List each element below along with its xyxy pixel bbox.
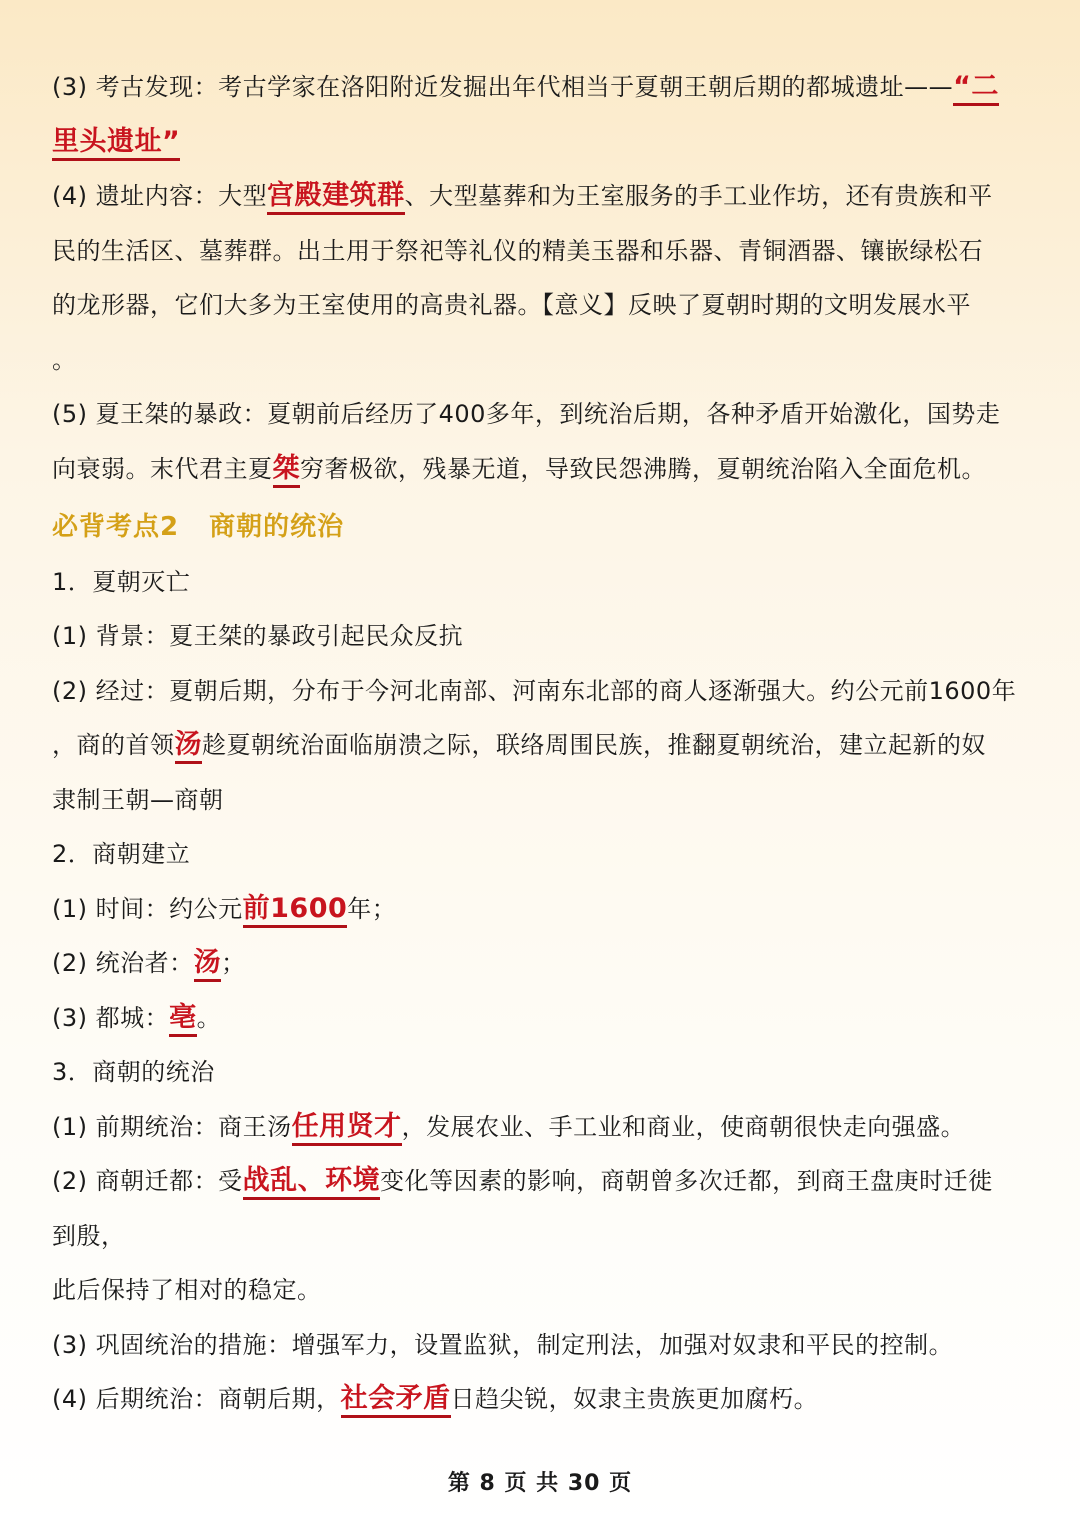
- shang-late-rule: [52, 1372, 1037, 1427]
- xia-fall-process-2: [52, 718, 1037, 773]
- heading-xia-fall: 1．夏朝灭亡: [52, 567, 191, 596]
- paragraph-site-content: [52, 169, 1037, 224]
- archaeology-text: (3) 考古发现：考古学家在洛阳附近发掘出年代相当于夏朝王朝后期的都城遗址——: [52, 73, 954, 101]
- highlight-1600bc: 前1600: [243, 893, 348, 928]
- site-line-2: 民的生活区、墓葬群。出土用于祭祀等礼仪的精美玉器和乐器、青铜酒器、镶嵌绿松石: [52, 236, 983, 265]
- shang-capital-move-3: 此后保持了相对的稳定。: [52, 1276, 322, 1304]
- move-text-post: 变化等因素的影响，商朝曾多次迁都，到商王盘庚时迁徙: [380, 1167, 993, 1195]
- section-title: [52, 500, 1037, 555]
- move-text-pre: (2) 商朝迁都：受: [52, 1167, 243, 1195]
- ruler-text-pre: (2) 统治者：: [52, 949, 194, 977]
- section-heading: 商朝的统治: [209, 512, 345, 542]
- site-line-3: 的龙形器，它们大多为王室使用的高贵礼器。【意义】反映了夏朝时期的文明发展水平: [52, 291, 971, 319]
- shang-time: [52, 882, 1037, 937]
- xia-fall-process-1: (2) 经过：夏朝后期，分布于今河北南部、河南东北部的商人逐渐强大。约公元前1600年: [52, 676, 1017, 705]
- site-line-4: 。: [52, 345, 77, 374]
- document-page: [52, 60, 1037, 1427]
- highlight-tang: 汤: [175, 729, 203, 764]
- shang-capital-move: [52, 1154, 1037, 1209]
- time-text-post: 年；: [347, 894, 397, 923]
- xia-fall-background: (1) 背景：夏王桀的暴政引起民众反抗: [52, 622, 464, 650]
- capital-text-post: 。: [196, 1003, 222, 1032]
- capital-text-pre: (3) 都城：: [52, 1003, 170, 1032]
- paragraph-archaeology-cont: [52, 115, 1037, 170]
- time-text-pre: (1) 时间：约公元: [52, 894, 243, 923]
- paragraph-archaeology: [52, 60, 1037, 115]
- late-text-pre: (4) 后期统治：商朝后期，: [52, 1385, 341, 1413]
- highlight-erlitou-2: 里头遗址”: [52, 126, 180, 161]
- jie-text-post: 穷奢极欲，残暴无道，导致民怨沸腾，夏朝统治陷入全面危机。: [300, 454, 986, 483]
- site-text-post: 、大型墓葬和为王室服务的手工业作坊，还有贵族和平: [404, 182, 993, 210]
- paragraph-jie-tyranny-cont: [52, 442, 1037, 497]
- jie-text-pre: 向衰弱。末代君主夏: [52, 454, 273, 483]
- shang-measures: (3) 巩固统治的措施：增强军力，设置监狱，制定刑法，加强对奴隶和平民的控制。: [52, 1330, 954, 1359]
- early-text-pre: (1) 前期统治：商王汤: [52, 1112, 292, 1141]
- heading-shang-rule: 3．商朝的统治: [52, 1058, 215, 1086]
- ruler-text-post: ；: [221, 949, 246, 977]
- highlight-talent: 任用贤才: [292, 1111, 402, 1146]
- process-text-pre: ，商的首领: [52, 731, 175, 759]
- shang-capital: [52, 991, 1037, 1046]
- highlight-social-conflict: 社会矛盾: [341, 1383, 451, 1418]
- highlight-erlitou-1: “二: [953, 71, 999, 106]
- section-label: 必背考点2: [52, 512, 180, 542]
- shang-capital-move-2: 到殷，: [52, 1221, 126, 1250]
- highlight-war-environment: 战乱、环境: [243, 1165, 381, 1200]
- highlight-jie: 桀: [273, 453, 301, 488]
- process-text-post: 趁夏朝统治面临崩溃之际，联络周围民族，推翻夏朝统治，建立起新的奴: [202, 731, 986, 759]
- highlight-palace: 宫殿建筑群: [267, 180, 405, 215]
- late-text-post: 日趋尖锐，奴隶主贵族更加腐朽。: [450, 1385, 819, 1413]
- shang-ruler: [52, 936, 1037, 991]
- highlight-ruler-tang: 汤: [194, 947, 222, 982]
- highlight-bo: 亳: [169, 1002, 197, 1037]
- paragraph-jie-tyranny: (5) 夏王桀的暴政：夏朝前后经历了400多年，到统治后期，各种矛盾开始激化，国势走: [52, 400, 1001, 428]
- early-text-post: ，发展农业、手工业和商业，使商朝很快走向强盛。: [401, 1112, 966, 1141]
- site-text-pre: (4) 遗址内容：大型: [52, 182, 268, 210]
- xia-fall-process-3: 隶制王朝—商朝: [52, 785, 224, 814]
- heading-shang-founding: 2．商朝建立: [52, 840, 191, 868]
- page-number: 第 8 页 共 30 页: [447, 1471, 633, 1496]
- shang-early-rule: [52, 1100, 1037, 1155]
